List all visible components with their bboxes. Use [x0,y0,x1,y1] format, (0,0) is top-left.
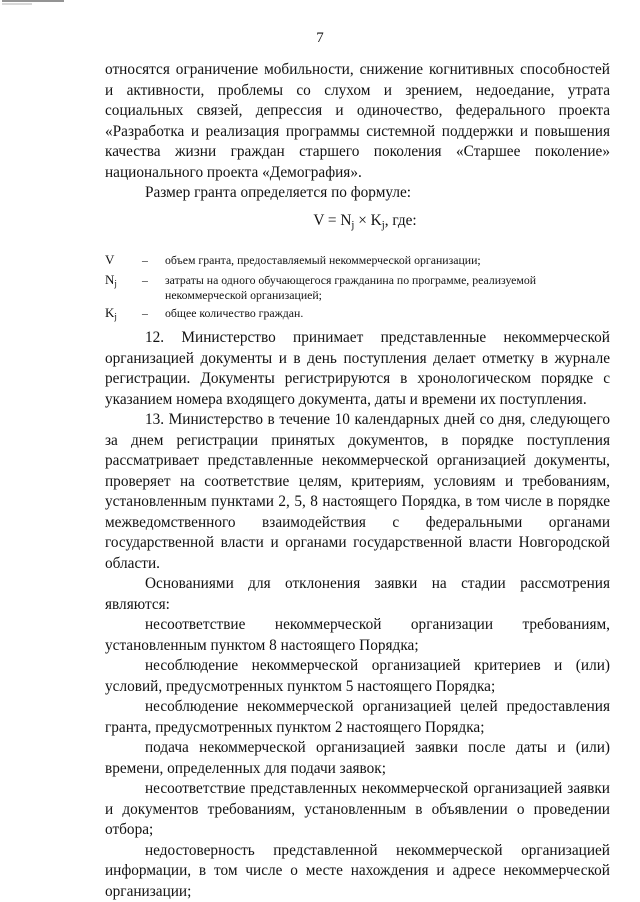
formula-mid: × K [354,212,381,229]
formula-sub-2: j [382,219,385,231]
rejection-ground-item: недостоверность представленной некоммерческой организацией информации, в том числе о месте нахождения и адресе некоммерческой организации; [105,841,610,902]
legend-dash: – [142,306,148,321]
formula-sub-1: j [351,219,354,231]
legend-symbol: $N_j$ [105,273,117,291]
paragraph-continuation: относятся ограничение мобильности, снижение когнитивных способностей и активности, проблемы со слухом и зрением, недоедание, утрата социальных связей, депрессия и одиночество, федерального проекта «Разработка и реализация программы системной поддержки и повышения качества жизни граждан старшего поколения «Старшее поколение» национального проекта «Демография». [105,60,610,183]
intro-paragraph [105,60,610,204]
paragraph-13: 13. Министерство в течение 10 календарных дней со дня, следующего за днем регистрации принятых документов, в порядке поступления рассматривает представленные некоммерческой организацией документы, проверяет на соответствие целям, критериям, условиям и требованиям, установленным пунктами 2, 5, 8 настоящего Порядка, в том числе в порядке межведомственного взаимодействия с федеральными органами государственной власти и органами государственной власти Новгородской области. [105,410,610,574]
rejection-ground-item: несоблюдение некоммерческой организацией целей предоставления гранта, предусмотренных пунктом 2 настоящего Порядка; [105,697,610,738]
legend-text: общее количество граждан. [165,306,610,321]
rejection-grounds-heading: Основаниями для отклонения заявки на стадии рассмотрения являются: [105,574,610,615]
formula-rhs: , где: [385,212,417,229]
legend-text: объем гранта, предоставляемый некоммерческой организации; [165,253,610,268]
rejection-ground-item: несоблюдение некоммерческой организацией критериев и (или) условий, предусмотренных пунктом 5 настоящего Порядка; [105,656,610,697]
rejection-ground-item: несоответствие представленных некоммерческой организацией заявки и документов требованиям, установленным в объявлении о проведении отбора; [105,779,610,841]
grant-formula [0,212,640,231]
scan-corner-mark [2,0,64,6]
formula-lhs: V = N [313,212,351,229]
legend-symbol: V [105,253,114,271]
legend-text: затраты на одного обучающегося гражданина по программе, реализуемой некоммерческой организацией; [165,273,610,302]
body-text [105,328,610,902]
page-number: 7 [0,30,640,47]
paragraph-12: 12. Министерство принимает представленные некоммерческой организацией документы и в день поступления делает отметку в журнале регистрации. Документы регистрируются в хронологическом порядке с указанием номера входящего документа, даты и времени их поступления. [105,328,610,410]
legend-dash: – [142,273,148,288]
rejection-ground-item: несоответствие некоммерческой организации требованиям, установленным пунктом 8 настоящего Порядка; [105,615,610,656]
legend-dash: – [142,253,148,268]
rejection-ground-item: подача некоммерческой организацией заявки после даты и (или) времени, определенных для подачи заявок; [105,738,610,779]
legend-symbol: $K_j$ [105,306,117,324]
formula-intro: Размер гранта определяется по формуле: [105,183,610,204]
